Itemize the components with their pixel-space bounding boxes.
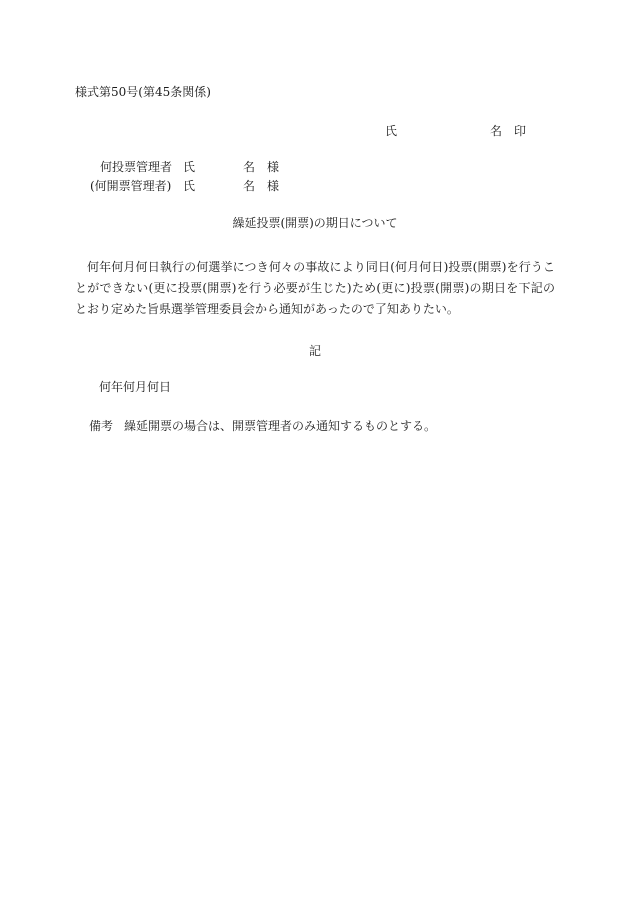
body-paragraph: 何年何月何日執行の何選挙につき何々の事故により同日(何月何日)投票(開票)を行うことができない(更に投票(開票)を行う必要が生じた)ため(更に)投票(開票)の期日を下記のとおり定めた旨県選挙管理委員会から通知があったので了知ありたい。 [75, 260, 555, 316]
recipient-surname-label: 氏 [183, 160, 196, 174]
recipient-name-label: 名 [243, 160, 256, 174]
recipient-name-label: 名 [243, 179, 256, 193]
seal-mark: 印 [514, 124, 527, 138]
recipient-voting-manager [90, 161, 390, 175]
recipient-surname-label: 氏 [183, 179, 196, 193]
recipient-role: (何開票管理者) [90, 179, 172, 193]
remark-text: 繰延開票の場合は、開票管理者のみ通知するものとする。 [124, 419, 437, 433]
sender-name-label: 名 [490, 124, 503, 138]
recipient-honorific: 様 [267, 160, 280, 174]
sender-block [385, 125, 535, 139]
recipient-honorific: 様 [267, 179, 280, 193]
sender-surname-label: 氏 [385, 124, 398, 138]
ki-heading: 記 [308, 344, 321, 358]
recipient-counting-manager [90, 180, 390, 194]
recipient-role: 何投票管理者 [100, 160, 173, 174]
deferred-date: 何年何月何日 [99, 380, 172, 394]
document-title: 繰延投票(開票)の期日について [232, 216, 398, 230]
remark-label: 備考 [89, 419, 114, 433]
form-number: 様式第50号(第45条関係) [75, 85, 211, 99]
